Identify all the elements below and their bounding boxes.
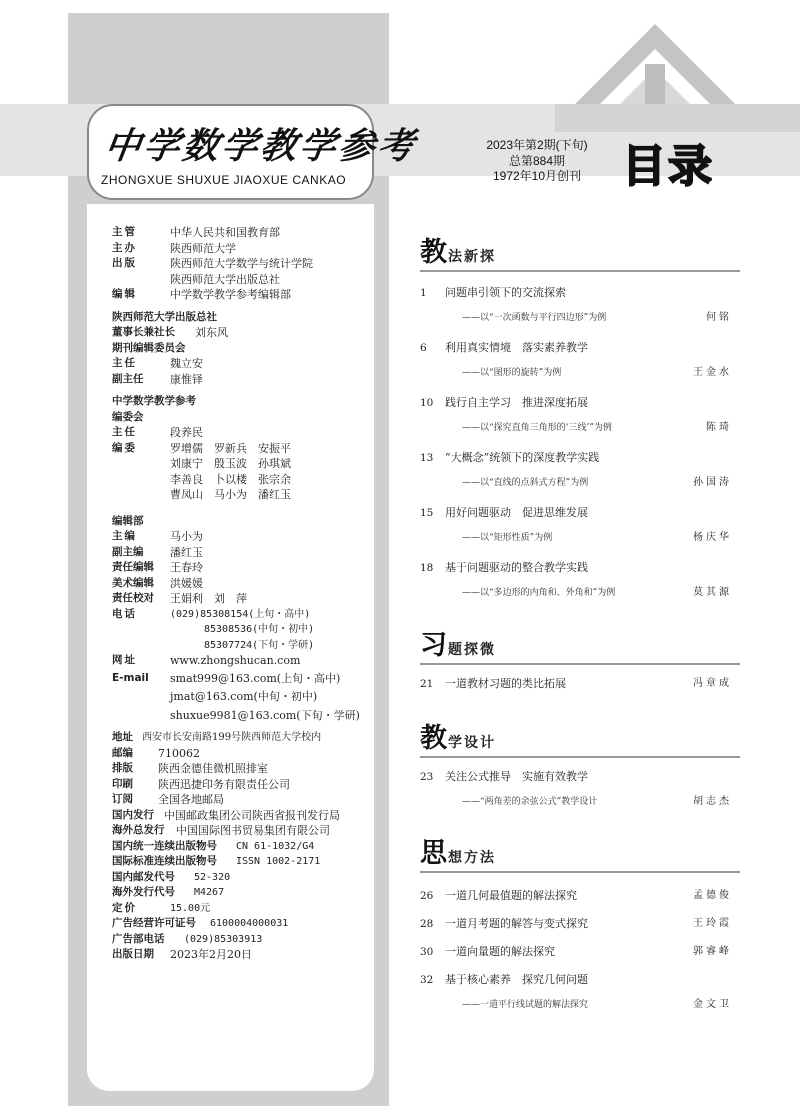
board-members: 罗增儒 罗新兵 安振平	[170, 441, 291, 455]
toc-entry[interactable]	[420, 451, 732, 490]
toc-article-subtitle: ——“两角差的余弦公式”教学设计	[462, 797, 598, 807]
info-value: 段养民	[170, 426, 203, 439]
info-label: 广告经营许可证号	[112, 917, 196, 929]
toc-article-title: 一道几何最值题的解法探究	[445, 889, 577, 902]
info-value: 洪媛媛	[170, 576, 203, 590]
toc-author: 何铭	[706, 312, 732, 323]
info-label: 编委	[112, 441, 137, 454]
info-label: 美术编辑	[112, 576, 154, 589]
info-value: 2023年2月20日	[170, 948, 252, 961]
toc-page-number: 30	[420, 946, 434, 958]
info-row	[112, 529, 374, 545]
info-label: 网址	[112, 654, 137, 666]
info-row	[112, 591, 374, 607]
info-label: 责任编辑	[112, 561, 154, 573]
info-value: 陕西师范大学数学与统计学院	[170, 257, 313, 270]
section-heading-initial: 思	[420, 838, 447, 869]
founded-date: 1972年10月创刊	[492, 169, 582, 183]
info-value: 潘红玉	[170, 545, 203, 559]
info-row	[112, 792, 374, 808]
toc-article-title: 一道月考题的解答与变式探究	[445, 917, 588, 930]
toc-page-number: 28	[420, 918, 434, 930]
toc-page-number: 23	[420, 771, 434, 783]
info-label: 海外总发行	[112, 824, 165, 836]
info-row	[112, 456, 374, 472]
info-row	[112, 607, 374, 623]
info-row	[112, 225, 374, 241]
info-label: 地址	[112, 731, 133, 743]
toc-page-number: 1	[420, 287, 427, 299]
info-label: 出版日期	[112, 948, 154, 960]
info-heading: 中学数学教学参考	[112, 395, 196, 407]
phone-number: 85308536(中旬・初中)	[204, 624, 315, 635]
info-label: 国内发行	[112, 808, 154, 821]
info-label: 国际标准连续出版物号	[112, 855, 217, 867]
toc-article-title: 一道向量题的解法探究	[445, 945, 555, 958]
info-label: 主编	[112, 530, 137, 542]
toc-article-title: “大概念”统领下的深度教学实践	[445, 451, 600, 464]
board-members: 曹凤山 马小为 潘红玉	[170, 488, 291, 501]
info-row	[112, 576, 374, 592]
info-row	[112, 823, 374, 839]
info-label: 主任	[112, 357, 137, 369]
info-label: 排版	[112, 762, 133, 774]
toc-section	[420, 838, 740, 1012]
toc-article-title: 用好问题驱动 促进思维发展	[445, 506, 588, 519]
publication-info	[87, 204, 374, 1091]
info-value: 刘东风	[195, 326, 228, 339]
section-heading-initial: 习	[420, 630, 447, 661]
info-label: 董事长兼社长	[112, 326, 175, 338]
info-label: 国内邮发代号	[112, 870, 175, 883]
info-label: 订阅	[112, 793, 133, 805]
toc-author: 莫其源	[693, 587, 732, 598]
toc-article-title: 问题串引领下的交流探索	[445, 286, 566, 299]
board-members: 刘康宁 殷玉波 孙琪斌	[170, 457, 291, 470]
toc-article-title: 基于核心素养 探究几何问题	[445, 973, 588, 986]
info-row	[112, 441, 374, 457]
info-row	[112, 287, 374, 303]
toc-author: 孟德俊	[693, 890, 732, 901]
toc-entry[interactable]	[420, 341, 732, 380]
info-label: 邮编	[112, 746, 133, 759]
header-band-accent	[555, 104, 800, 132]
info-label: 海外发行代号	[112, 886, 175, 898]
info-value: 52-320	[194, 871, 231, 883]
info-row	[112, 885, 374, 901]
info-value: 陕西师范大学	[170, 241, 236, 255]
info-row	[112, 425, 374, 441]
toc-page-number: 13	[420, 452, 434, 464]
toc-entry[interactable]	[420, 506, 732, 545]
phone-number: 85307724(下旬・学研)	[204, 639, 315, 651]
website-link[interactable]: www.zhongshucan.com	[170, 654, 301, 667]
info-value: 中华人民共和国教育部	[170, 226, 280, 239]
total-issue: 总第884期	[508, 153, 566, 168]
section-divider	[420, 756, 740, 758]
info-label: 出版	[112, 257, 137, 269]
toc-page-number: 26	[420, 890, 434, 902]
info-heading: 陕西师范大学出版总社	[112, 310, 217, 323]
toc-entry[interactable]	[420, 396, 732, 435]
section-heading-initial: 教	[420, 723, 447, 754]
info-row	[112, 272, 374, 288]
section-divider	[420, 871, 740, 873]
info-row	[112, 746, 374, 762]
section-heading-rest: 想方法	[448, 850, 496, 866]
info-value: 西安市长安南路199号陕西师范大学校内	[142, 732, 322, 743]
toc-author: 金文卫	[693, 999, 732, 1010]
issue-number: 2023年第2期(下旬)	[486, 138, 588, 152]
toc-page-number: 32	[420, 974, 434, 986]
toc-article-title: 一道教材习题的类比拓展	[445, 677, 566, 690]
info-row	[112, 808, 374, 824]
info-label: 主办	[112, 241, 137, 254]
toc-article-subtitle: ——以“多边形的内角和、外角和”为例	[462, 588, 616, 598]
info-row	[112, 372, 374, 388]
info-value: 中学数学教学参考编辑部	[170, 288, 291, 301]
info-row	[112, 256, 374, 272]
email-link[interactable]: shuxue9981@163.com(下旬・学研)	[170, 708, 360, 722]
toc-entry[interactable]	[420, 677, 732, 691]
toc-entry[interactable]	[420, 889, 732, 903]
toc-article-title: 关注公式推导 实施有效教学	[445, 770, 588, 783]
info-value: 710062	[158, 746, 200, 760]
info-value: 马小为	[170, 530, 203, 543]
toc-author: 孙国涛	[693, 477, 732, 488]
info-label: 编辑	[112, 288, 137, 300]
info-row	[112, 622, 374, 638]
section-heading-rest: 题探微	[448, 642, 496, 658]
section-heading-rest: 法新探	[448, 249, 496, 265]
toc-article-subtitle: ——一道平行线试题的解法探究	[462, 1000, 589, 1010]
info-row	[112, 653, 374, 669]
board-members: 李善良 卜以楼 张宗余	[170, 472, 291, 486]
section-heading	[420, 630, 740, 660]
info-row	[112, 854, 374, 870]
info-label: 印刷	[112, 777, 133, 790]
info-row	[112, 870, 374, 886]
info-value: 陕西迅捷印务有限责任公司	[158, 777, 290, 791]
toc-article-title: 利用真实情境 落实素养教学	[445, 341, 588, 354]
info-row	[112, 916, 374, 932]
toc-title: 目录	[622, 141, 714, 192]
toc-article-subtitle: ——以“矩形性质”为例	[462, 533, 553, 543]
info-label: 定价	[112, 901, 137, 914]
toc-entry[interactable]	[420, 917, 732, 931]
toc-article-title: 基于问题驱动的整合教学实践	[445, 561, 588, 574]
info-row	[112, 638, 374, 654]
toc-entry[interactable]	[420, 561, 732, 600]
info-value: 中国国际图书贸易集团有限公司	[176, 824, 330, 837]
info-label: 主任	[112, 426, 137, 438]
info-row	[112, 241, 374, 257]
info-label: 副主编	[112, 545, 144, 558]
info-row	[112, 761, 374, 777]
info-label: 广告部电话	[112, 932, 165, 945]
toc-entry[interactable]	[420, 945, 732, 959]
info-value: ISSN 1002-2171	[236, 856, 321, 867]
info-row	[112, 932, 374, 948]
toc-article-subtitle: ——以“探究直角三角形的‘三线’”为例	[462, 423, 612, 433]
info-value: CN 61-1032/G4	[236, 840, 315, 852]
info-row	[112, 356, 374, 372]
toc-author: 陈琦	[706, 422, 732, 433]
toc-page-number: 6	[420, 342, 427, 354]
toc-page-number: 18	[420, 562, 434, 574]
info-row	[112, 545, 374, 561]
info-value: 6100004000031	[210, 918, 289, 929]
info-heading: 编委会	[112, 410, 144, 423]
toc-page-number: 21	[420, 678, 434, 690]
info-row	[112, 560, 374, 576]
toc-entry[interactable]	[420, 286, 732, 325]
info-heading: 编辑部	[112, 514, 144, 527]
journal-title-pinyin: ZHONGXUE SHUXUE JIAOXUE CANKAO	[101, 173, 347, 187]
toc-section	[420, 630, 740, 691]
section-heading	[420, 838, 740, 868]
section-divider	[420, 663, 740, 665]
toc-article-subtitle: ——以“图形的旋转”为例	[462, 368, 562, 378]
info-row	[112, 708, 374, 724]
toc-author: 王金水	[693, 367, 732, 378]
toc-author: 胡志杰	[693, 796, 732, 807]
toc-author: 冯章成	[693, 678, 732, 689]
info-value: 陕西师范大学出版总社	[170, 272, 280, 286]
info-value: 魏立安	[170, 357, 203, 370]
info-value: 中国邮政集团公司陕西省报刊发行局	[164, 808, 340, 822]
toc-article-subtitle: ——以“一次函数与平行四边形”为例	[462, 313, 607, 323]
info-row	[112, 487, 374, 503]
toc-article-title: 践行自主学习 推进深度拓展	[445, 396, 588, 409]
info-value: M4267	[194, 887, 225, 898]
info-value: 王春玲	[170, 561, 203, 574]
toc-page-number: 15	[420, 507, 434, 519]
toc-entry[interactable]	[420, 973, 732, 1012]
toc-page-number: 10	[420, 397, 434, 409]
info-value: (029)85303913	[184, 933, 263, 945]
issue-info	[462, 138, 612, 185]
journal-logo-title: 中学数学教学参考	[101, 125, 420, 167]
info-label: 主管	[112, 226, 137, 238]
info-label: 责任校对	[112, 592, 154, 604]
info-value: 全国各地邮局	[158, 793, 224, 806]
info-row	[112, 777, 374, 793]
info-row	[112, 325, 374, 341]
toc-author: 王玲霞	[693, 918, 732, 929]
info-row	[112, 689, 374, 705]
info-label: E-mail	[112, 671, 149, 684]
info-label: 电话	[112, 607, 137, 620]
info-row	[112, 472, 374, 488]
info-row	[112, 947, 374, 963]
toc-author: 杨庆华	[693, 532, 732, 543]
info-row	[112, 901, 374, 917]
info-label: 国内统一连续出版物号	[112, 839, 217, 852]
info-row	[112, 730, 374, 746]
info-heading: 期刊编辑委员会	[112, 341, 186, 354]
email-link[interactable]: jmat@163.com(中旬・初中)	[170, 690, 318, 703]
section-heading	[420, 237, 740, 267]
section-heading	[420, 723, 740, 753]
info-row	[112, 671, 374, 687]
section-heading-rest: 学设计	[448, 735, 496, 751]
section-divider	[420, 270, 740, 272]
toc-section	[420, 723, 740, 809]
info-row	[112, 839, 374, 855]
toc-section	[420, 237, 740, 600]
toc-article-subtitle: ——以“直线的点斜式方程”为例	[462, 478, 589, 488]
info-value: 15.00元	[170, 902, 211, 914]
email-link[interactable]: smat999@163.com(上旬・高中)	[170, 671, 341, 685]
toc-entry[interactable]	[420, 770, 732, 809]
info-value: 王娟利 刘 萍	[170, 592, 247, 605]
roof-graphic	[560, 16, 750, 106]
info-value: 陕西金德佳微机照排室	[158, 762, 268, 775]
toc-author: 郭睿峰	[693, 946, 732, 957]
info-label: 副主任	[112, 372, 144, 385]
section-heading-initial: 教	[420, 237, 447, 268]
info-value: 康惟铎	[170, 372, 203, 386]
phone-number: (029)85308154(上旬・高中)	[170, 608, 311, 620]
